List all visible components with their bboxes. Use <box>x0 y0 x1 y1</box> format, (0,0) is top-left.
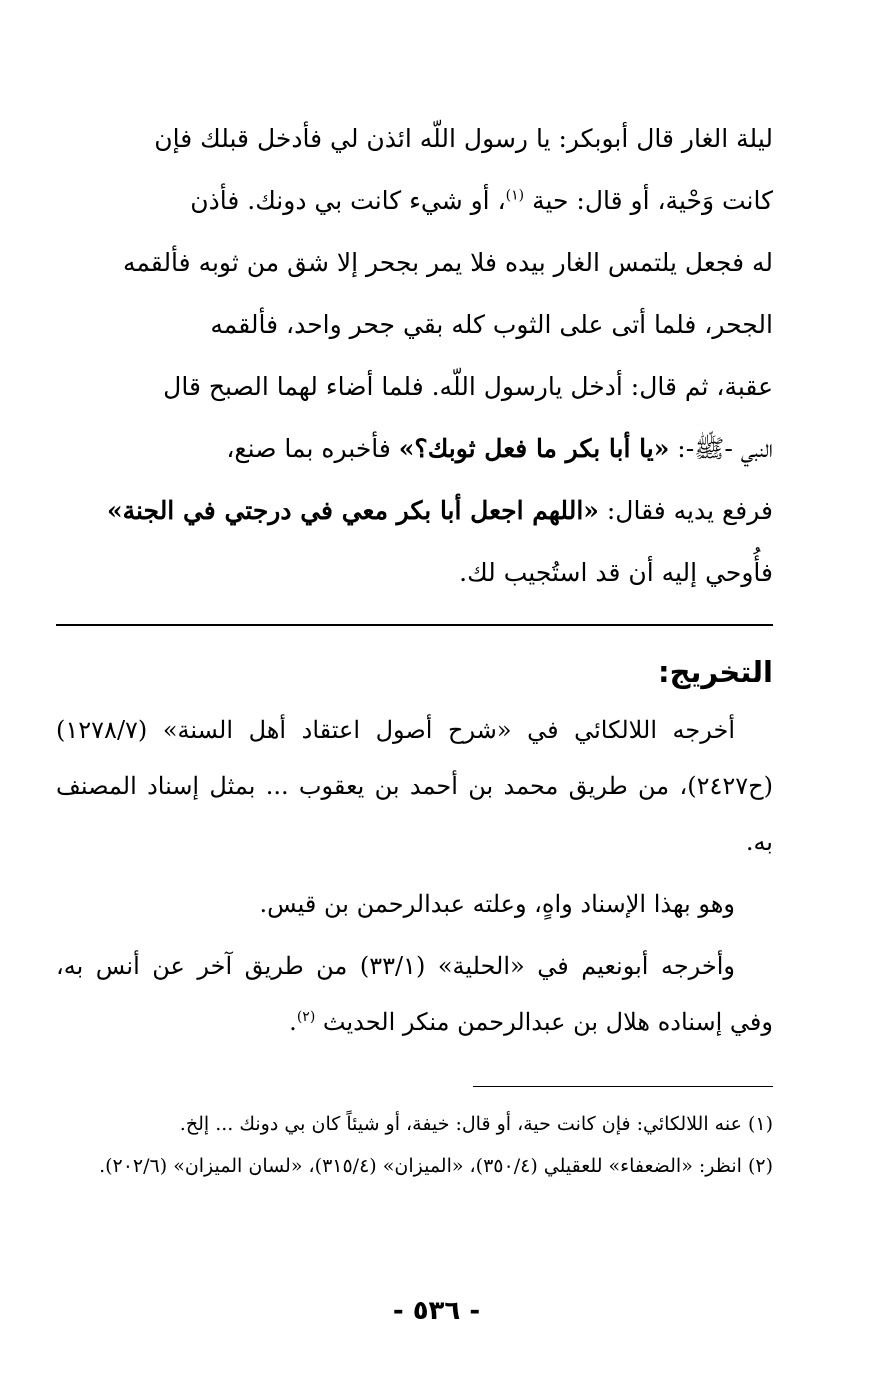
takhrij-paragraph-2: وهو بهذا الإسناد واهٍ، وعلته عبدالرحمن بن قيس. <box>259 890 735 918</box>
footnote-divider <box>473 1086 773 1087</box>
text-line <box>56 542 773 604</box>
footnote-2: (٢) انظر: «الضعفاء» للعقيلي (٣٥٠/٤)، «الميزان» (٣١٥/٤)، «لسان الميزان» (٢٠٢/٦). <box>99 1155 773 1177</box>
text-line-3: له فجعل يلتمس الغار بيده فلا يمر بجحر إلا شق من ثوبه فألقمه <box>122 248 773 277</box>
page-number: - ٥٣٦ - <box>392 1296 481 1326</box>
takhrij-paragraph-1: أخرجه اللالكائي في «شرح أصول اعتقاد أهل السنة» (١٢٧٨/٧) (ح٢٤٢٧)، من طريق محمد بن أحمد بن يعقوب ... بمثل إسناد المصنف به. <box>56 716 773 856</box>
text-line-2b: ، أو شيء كانت بي دونك. فأذن <box>190 186 506 215</box>
footnote-ref-2[interactable]: (٢) <box>296 1009 316 1025</box>
text-line-5: عقبة، ثم قال: أدخل يارسول اللّه. فلما أضاء لهما الصبح قال <box>163 372 773 401</box>
hadith-quote-2: «اللهم اجعل أبا بكر معي في درجتي في الجنة» <box>106 496 599 525</box>
footnote-1: (١) عنه اللالكائي: فإن كانت حية، أو قال: خيفة، أو شيئاً كان بي دونك ... إلخ. <box>179 1113 773 1135</box>
text-line-6b: فأخبره بما صنع، <box>226 434 391 463</box>
footnotes <box>56 1103 773 1187</box>
takhrij-paragraph-3-text: وأخرجه أبونعيم في «الحلية» (٣٣/١) من طريق آخر عن أنس به، وفي إسناده هلال بن عبدالرحمن منكر الحديث <box>56 952 773 1036</box>
text-line <box>56 170 773 232</box>
section-divider <box>56 624 773 626</box>
text-line-2a: كانت وَحْية، أو قال: حية <box>532 186 773 215</box>
hadith-quote-1: «يا أبا بكر ما فعل ثوبك؟» <box>398 434 670 463</box>
takhrij-paragraph-3-end: . <box>289 1008 297 1036</box>
text-line-4: الجحر، فلما أتى على الثوب كله بقي جحر واحد، فألقمه <box>210 310 773 339</box>
page-content <box>56 108 773 1187</box>
text-line <box>56 294 773 356</box>
text-line <box>56 480 773 542</box>
takhrij-section <box>56 702 773 1050</box>
text-line <box>56 232 773 294</box>
text-line-6a: النبي -ﷺ-: <box>677 434 773 463</box>
text-line <box>56 418 773 480</box>
text-line <box>56 108 773 170</box>
text-line-7a: فرفع يديه فقال: <box>606 496 773 525</box>
takhrij-paragraph-3 <box>56 938 773 1050</box>
main-narrative <box>56 108 773 604</box>
text-line-8: فأُوحي إليه أن قد استُجيب لك. <box>459 558 773 587</box>
footnote-ref-1[interactable]: (١) <box>505 187 525 204</box>
text-line <box>56 356 773 418</box>
takhrij-heading: التخريج: <box>658 655 773 689</box>
text-line-1: ليلة الغار قال أبوبكر: يا رسول اللّه ائذن لي فأدخل قبلك فإن <box>154 124 773 153</box>
